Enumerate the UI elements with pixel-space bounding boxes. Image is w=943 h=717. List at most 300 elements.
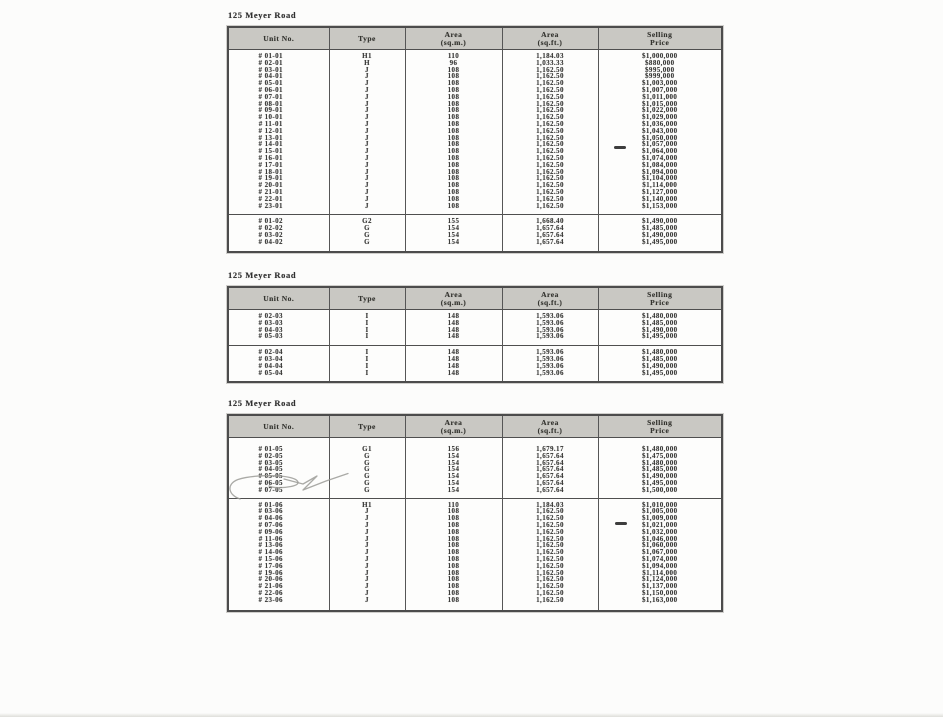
selling-price-cell: $1,005,000 xyxy=(598,508,722,515)
selling-price-cell: $1,485,000 xyxy=(598,320,722,327)
area-sqft-cell: 1,657.64 xyxy=(502,453,598,460)
unit-no-cell: # 04-04 xyxy=(258,361,283,370)
area-sqft-cell: 1,162.50 xyxy=(502,570,598,577)
unit-no-cell: # 08-01 xyxy=(258,99,283,108)
area-sqft-cell: 1,184.03 xyxy=(502,498,598,508)
type-cell: G1 xyxy=(329,438,405,453)
unit-rows-block xyxy=(228,346,722,383)
type-cell: G xyxy=(329,232,405,239)
type-cell: I xyxy=(329,363,405,370)
selling-price-cell: $1,480,000 xyxy=(598,310,722,320)
selling-price-cell: $1,480,000 xyxy=(598,438,722,453)
selling-price-cell: $1,104,000 xyxy=(598,175,722,182)
unit-no-cell: # 14-01 xyxy=(258,140,283,149)
selling-price-cell: $1,495,000 xyxy=(598,333,722,345)
area-sqm-cell: 108 xyxy=(405,80,502,87)
area-sqft-cell: 1,679.17 xyxy=(502,438,598,453)
area-sqft-cell: 1,162.50 xyxy=(502,556,598,563)
area-sqft-cell: 1,162.50 xyxy=(502,162,598,169)
area-sqm-cell: 108 xyxy=(405,121,502,128)
unit-no-cell: # 15-06 xyxy=(258,554,283,563)
unit-no-cell: # 02-02 xyxy=(258,224,283,233)
area-sqft-cell: 1,162.50 xyxy=(502,536,598,543)
area-sqft-cell: 1,162.50 xyxy=(502,583,598,590)
type-cell: I xyxy=(329,327,405,334)
area-sqft-cell: 1,162.50 xyxy=(502,101,598,108)
price-table-floors-03-04 xyxy=(227,286,723,383)
type-cell: J xyxy=(329,73,405,80)
selling-price-cell: $1,036,000 xyxy=(598,121,722,128)
type-cell: J xyxy=(329,141,405,148)
unit-rows-block xyxy=(228,215,722,252)
area-sqm-cell: 108 xyxy=(405,542,502,549)
column-header-area-sqft: Area (sq.ft.) xyxy=(502,415,598,438)
unit-no-cell: # 04-03 xyxy=(258,325,283,334)
type-cell: J xyxy=(329,549,405,556)
area-sqm-cell: 154 xyxy=(405,480,502,487)
type-cell: J xyxy=(329,169,405,176)
type-cell: H1 xyxy=(329,498,405,508)
selling-price-cell: $1,490,000 xyxy=(598,232,722,239)
selling-price-cell: $1,050,000 xyxy=(598,135,722,142)
type-cell: G xyxy=(329,225,405,232)
type-cell: J xyxy=(329,542,405,549)
area-sqft-cell: 1,593.06 xyxy=(502,333,598,345)
unit-no-cell: # 04-02 xyxy=(258,237,283,246)
column-header-type: Type xyxy=(329,415,405,438)
price-table-floors-05-06 xyxy=(227,414,723,612)
area-sqft-cell: 1,162.50 xyxy=(502,597,598,611)
unit-no-cell: # 12-01 xyxy=(258,126,283,135)
area-sqft-cell: 1,162.50 xyxy=(502,121,598,128)
area-sqft-cell: 1,162.50 xyxy=(502,542,598,549)
area-sqm-cell: 108 xyxy=(405,522,502,529)
area-sqft-cell: 1,162.50 xyxy=(502,107,598,114)
unit-no-cell: # 17-01 xyxy=(258,160,283,169)
area-sqm-cell: 108 xyxy=(405,508,502,515)
type-cell: J xyxy=(329,94,405,101)
area-sqft-cell: 1,162.50 xyxy=(502,141,598,148)
unit-no-cell: # 01-01 xyxy=(258,52,283,60)
area-sqft-cell: 1,162.50 xyxy=(502,508,598,515)
selling-price-cell: $1,137,000 xyxy=(598,583,722,590)
type-cell: J xyxy=(329,155,405,162)
selling-price-cell: $1,114,000 xyxy=(598,570,722,577)
column-header-unit-no: Unit No. xyxy=(228,27,329,50)
unit-no-cell: # 21-01 xyxy=(258,187,283,196)
type-cell: J xyxy=(329,563,405,570)
area-sqm-cell: 108 xyxy=(405,182,502,189)
area-sqm-cell: 108 xyxy=(405,175,502,182)
area-sqft-cell: 1,162.50 xyxy=(502,87,598,94)
selling-price-cell: $1,032,000 xyxy=(598,529,722,536)
type-cell: J xyxy=(329,107,405,114)
area-sqm-cell: 108 xyxy=(405,203,502,215)
type-cell: J xyxy=(329,597,405,611)
area-sqft-cell: 1,162.50 xyxy=(502,203,598,215)
unit-no-cell: # 04-06 xyxy=(258,514,283,523)
selling-price-cell: $1,064,000 xyxy=(598,148,722,155)
selling-price-cell: $1,046,000 xyxy=(598,536,722,543)
area-sqm-cell: 148 xyxy=(405,333,502,345)
area-sqm-cell: 96 xyxy=(405,60,502,67)
column-header-selling-price: Selling Price xyxy=(598,287,722,310)
unit-no-cell: # 15-01 xyxy=(258,147,283,156)
table-row xyxy=(228,370,722,383)
unit-no-cell: # 23-06 xyxy=(258,595,283,604)
area-sqm-cell: 148 xyxy=(405,327,502,334)
area-sqft-cell: 1,657.64 xyxy=(502,473,598,480)
selling-price-cell: $1,495,000 xyxy=(598,370,722,383)
area-sqft-cell: 1,162.50 xyxy=(502,73,598,80)
area-sqm-cell: 108 xyxy=(405,189,502,196)
area-sqft-cell: 1,162.50 xyxy=(502,563,598,570)
area-sqft-cell: 1,593.06 xyxy=(502,370,598,383)
area-sqm-cell: 108 xyxy=(405,94,502,101)
unit-no-cell: # 11-06 xyxy=(258,534,283,543)
area-sqft-cell: 1,162.50 xyxy=(502,128,598,135)
selling-price-cell: $1,500,000 xyxy=(598,487,722,498)
area-sqft-cell: 1,657.64 xyxy=(502,460,598,467)
selling-price-cell: $1,140,000 xyxy=(598,196,722,203)
selling-price-cell: $1,490,000 xyxy=(598,215,722,225)
unit-no-cell: # 20-06 xyxy=(258,575,283,584)
unit-no-cell: # 03-02 xyxy=(258,230,283,239)
area-sqm-cell: 110 xyxy=(405,50,502,60)
column-header-unit-no: Unit No. xyxy=(228,287,329,310)
column-header-unit-no: Unit No. xyxy=(228,415,329,438)
unit-no-cell: # 13-06 xyxy=(258,541,283,550)
type-cell: J xyxy=(329,182,405,189)
unit-rows-block xyxy=(228,50,722,215)
selling-price-cell: $1,485,000 xyxy=(598,356,722,363)
unit-no-cell: # 02-03 xyxy=(258,312,283,320)
table-row xyxy=(228,239,722,252)
unit-no-cell: # 02-05 xyxy=(258,451,283,460)
selling-price-cell: $1,150,000 xyxy=(598,590,722,597)
area-sqm-cell: 108 xyxy=(405,162,502,169)
selling-price-cell: $1,485,000 xyxy=(598,225,722,232)
unit-no-cell: # 09-01 xyxy=(258,106,283,115)
type-cell: J xyxy=(329,121,405,128)
area-sqm-cell: 155 xyxy=(405,215,502,225)
area-sqft-cell: 1,593.06 xyxy=(502,310,598,320)
table-row xyxy=(228,203,722,215)
unit-no-cell: # 04-05 xyxy=(258,465,283,474)
area-sqft-cell: 1,162.50 xyxy=(502,515,598,522)
unit-rows-block xyxy=(228,498,722,610)
area-sqm-cell: 108 xyxy=(405,169,502,176)
area-sqm-cell: 108 xyxy=(405,563,502,570)
area-sqm-cell: 108 xyxy=(405,135,502,142)
type-cell: I xyxy=(329,370,405,383)
selling-price-cell: $1,153,000 xyxy=(598,203,722,215)
column-header-selling-price: Selling Price xyxy=(598,415,722,438)
type-cell: G xyxy=(329,239,405,252)
type-cell: G2 xyxy=(329,215,405,225)
selling-price-cell: $1,074,000 xyxy=(598,556,722,563)
unit-no-cell: # 09-06 xyxy=(258,527,283,536)
area-sqm-cell: 108 xyxy=(405,597,502,611)
area-sqm-cell: 148 xyxy=(405,346,502,356)
type-cell: J xyxy=(329,515,405,522)
area-sqm-cell: 108 xyxy=(405,590,502,597)
type-cell: G xyxy=(329,460,405,467)
unit-no-cell: # 22-01 xyxy=(258,194,283,203)
unit-no-cell: # 03-05 xyxy=(258,458,283,467)
type-cell: I xyxy=(329,356,405,363)
area-sqm-cell: 108 xyxy=(405,536,502,543)
area-sqft-cell: 1,593.06 xyxy=(502,363,598,370)
type-cell: J xyxy=(329,189,405,196)
selling-price-cell: $1,074,000 xyxy=(598,155,722,162)
area-sqm-cell: 154 xyxy=(405,460,502,467)
area-sqft-cell: 1,162.50 xyxy=(502,529,598,536)
area-sqm-cell: 108 xyxy=(405,73,502,80)
area-sqm-cell: 108 xyxy=(405,67,502,74)
selling-price-cell: $1,124,000 xyxy=(598,576,722,583)
area-sqft-cell: 1,657.64 xyxy=(502,487,598,498)
type-cell: J xyxy=(329,101,405,108)
header-row xyxy=(228,287,722,310)
unit-no-cell: # 03-04 xyxy=(258,354,283,363)
selling-price-cell: $1,060,000 xyxy=(598,542,722,549)
area-sqm-cell: 108 xyxy=(405,148,502,155)
area-sqm-cell: 108 xyxy=(405,155,502,162)
table-title: 125 Meyer Road xyxy=(228,10,297,20)
type-cell: J xyxy=(329,196,405,203)
type-cell: H1 xyxy=(329,50,405,60)
area-sqft-cell: 1,162.50 xyxy=(502,175,598,182)
area-sqft-cell: 1,162.50 xyxy=(502,148,598,155)
unit-no-cell: # 02-04 xyxy=(258,348,283,357)
selling-price-cell: $1,114,000 xyxy=(598,182,722,189)
type-cell: J xyxy=(329,570,405,577)
selling-price-cell: $1,011,000 xyxy=(598,94,722,101)
area-sqft-cell: 1,162.50 xyxy=(502,169,598,176)
selling-price-cell: $1,021,000 xyxy=(598,522,722,529)
unit-no-cell: # 16-01 xyxy=(258,153,283,162)
unit-no-cell: # 19-01 xyxy=(258,174,283,183)
unit-no-cell: # 03-06 xyxy=(258,507,283,516)
area-sqm-cell: 148 xyxy=(405,370,502,383)
selling-price-cell: $1,094,000 xyxy=(598,169,722,176)
unit-no-cell: # 03-03 xyxy=(258,318,283,327)
column-header-type: Type xyxy=(329,287,405,310)
type-cell: J xyxy=(329,175,405,182)
price-table-floors-01-02 xyxy=(227,26,723,253)
type-cell: J xyxy=(329,148,405,155)
type-cell: G xyxy=(329,453,405,460)
area-sqm-cell: 108 xyxy=(405,107,502,114)
type-cell: J xyxy=(329,162,405,169)
unit-no-cell: # 20-01 xyxy=(258,181,283,190)
table-row xyxy=(228,333,722,345)
area-sqft-cell: 1,162.50 xyxy=(502,522,598,529)
type-cell: J xyxy=(329,87,405,94)
price-table-section-1 xyxy=(227,9,721,253)
selling-price-cell: $1,000,000 xyxy=(598,50,722,60)
table-row xyxy=(228,597,722,611)
selling-price-cell: $880,000 xyxy=(598,60,722,67)
area-sqm-cell: 108 xyxy=(405,576,502,583)
selling-price-cell: $1,480,000 xyxy=(598,460,722,467)
type-cell: J xyxy=(329,67,405,74)
area-sqft-cell: 1,657.64 xyxy=(502,225,598,232)
area-sqm-cell: 108 xyxy=(405,114,502,121)
area-sqm-cell: 108 xyxy=(405,101,502,108)
selling-price-cell: $999,000 xyxy=(598,73,722,80)
area-sqft-cell: 1,657.64 xyxy=(502,239,598,252)
table-title: 125 Meyer Road xyxy=(228,270,297,280)
area-sqm-cell: 108 xyxy=(405,87,502,94)
selling-price-cell: $1,009,000 xyxy=(598,515,722,522)
column-header-selling-price: Selling Price xyxy=(598,27,722,50)
selling-price-cell: $1,485,000 xyxy=(598,466,722,473)
unit-no-cell: # 18-01 xyxy=(258,167,283,176)
type-cell: J xyxy=(329,590,405,597)
area-sqm-cell: 108 xyxy=(405,556,502,563)
type-cell: I xyxy=(329,333,405,345)
type-cell: J xyxy=(329,80,405,87)
type-cell: J xyxy=(329,522,405,529)
area-sqm-cell: 148 xyxy=(405,363,502,370)
handwritten-dash-mark xyxy=(615,522,627,525)
unit-no-cell: # 04-01 xyxy=(258,72,283,81)
selling-price-cell: $1,015,000 xyxy=(598,101,722,108)
area-sqft-cell: 1,162.50 xyxy=(502,182,598,189)
header-row xyxy=(228,415,722,438)
type-cell: J xyxy=(329,508,405,515)
area-sqft-cell: 1,162.50 xyxy=(502,94,598,101)
area-sqft-cell: 1,657.64 xyxy=(502,466,598,473)
type-cell: J xyxy=(329,529,405,536)
area-sqft-cell: 1,593.06 xyxy=(502,320,598,327)
selling-price-cell: $1,084,000 xyxy=(598,162,722,169)
area-sqm-cell: 154 xyxy=(405,225,502,232)
selling-price-cell: $1,043,000 xyxy=(598,128,722,135)
selling-price-cell: $1,490,000 xyxy=(598,327,722,334)
area-sqft-cell: 1,162.50 xyxy=(502,196,598,203)
selling-price-cell: $1,127,000 xyxy=(598,189,722,196)
type-cell: H xyxy=(329,60,405,67)
unit-no-cell: # 05-01 xyxy=(258,79,283,88)
area-sqft-cell: 1,162.50 xyxy=(502,114,598,121)
selling-price-cell: $1,022,000 xyxy=(598,107,722,114)
area-sqm-cell: 108 xyxy=(405,583,502,590)
type-cell: G xyxy=(329,487,405,498)
selling-price-cell: $1,057,000 xyxy=(598,141,722,148)
selling-price-cell: $1,010,000 xyxy=(598,498,722,508)
area-sqft-cell: 1,162.50 xyxy=(502,135,598,142)
type-cell: J xyxy=(329,576,405,583)
type-cell: G xyxy=(329,466,405,473)
area-sqft-cell: 1,162.50 xyxy=(502,590,598,597)
area-sqft-cell: 1,162.50 xyxy=(502,67,598,74)
table-row xyxy=(228,438,722,453)
selling-price-cell: $1,480,000 xyxy=(598,346,722,356)
scan-bottom-shadow xyxy=(0,713,943,717)
column-header-area-sqm: Area (sq.m.) xyxy=(405,415,502,438)
selling-price-cell: $1,475,000 xyxy=(598,453,722,460)
area-sqm-cell: 108 xyxy=(405,128,502,135)
area-sqm-cell: 108 xyxy=(405,515,502,522)
area-sqft-cell: 1,593.06 xyxy=(502,327,598,334)
area-sqft-cell: 1,184.03 xyxy=(502,50,598,60)
unit-no-cell: # 05-05 xyxy=(258,472,283,481)
unit-no-cell: # 10-01 xyxy=(258,113,283,122)
selling-price-cell: $1,067,000 xyxy=(598,549,722,556)
unit-no-cell: # 07-05 xyxy=(258,485,283,494)
handwritten-circle-annotation xyxy=(226,471,352,505)
unit-no-cell: # 13-01 xyxy=(258,133,283,142)
selling-price-cell: $1,495,000 xyxy=(598,239,722,252)
area-sqm-cell: 148 xyxy=(405,320,502,327)
selling-price-cell: $1,490,000 xyxy=(598,473,722,480)
type-cell: J xyxy=(329,583,405,590)
column-header-area-sqm: Area (sq.m.) xyxy=(405,287,502,310)
type-cell: J xyxy=(329,203,405,215)
type-cell: I xyxy=(329,320,405,327)
unit-no-cell: # 03-01 xyxy=(258,65,283,74)
price-table-section-2 xyxy=(227,269,721,383)
area-sqm-cell: 110 xyxy=(405,498,502,508)
area-sqft-cell: 1,657.64 xyxy=(502,480,598,487)
column-header-type: Type xyxy=(329,27,405,50)
unit-no-cell: # 01-02 xyxy=(258,217,283,226)
type-cell: J xyxy=(329,536,405,543)
type-cell: J xyxy=(329,556,405,563)
selling-price-cell: $1,003,000 xyxy=(598,80,722,87)
unit-no-cell: # 05-03 xyxy=(258,332,283,341)
area-sqm-cell: 148 xyxy=(405,356,502,363)
unit-no-cell: # 19-06 xyxy=(258,568,283,577)
area-sqm-cell: 154 xyxy=(405,239,502,252)
unit-no-cell: # 17-06 xyxy=(258,561,283,570)
type-cell: I xyxy=(329,346,405,356)
area-sqft-cell: 1,162.50 xyxy=(502,576,598,583)
unit-no-cell: # 14-06 xyxy=(258,548,283,557)
unit-no-cell: # 01-06 xyxy=(258,500,283,509)
selling-price-cell: $995,000 xyxy=(598,67,722,74)
unit-no-cell: # 07-06 xyxy=(258,520,283,529)
unit-no-cell: # 06-01 xyxy=(258,85,283,94)
area-sqm-cell: 108 xyxy=(405,196,502,203)
area-sqft-cell: 1,162.50 xyxy=(502,80,598,87)
area-sqm-cell: 148 xyxy=(405,310,502,320)
column-header-area-sqft: Area (sq.ft.) xyxy=(502,27,598,50)
unit-no-cell: # 02-01 xyxy=(258,58,283,67)
column-header-area-sqm: Area (sq.m.) xyxy=(405,27,502,50)
area-sqm-cell: 154 xyxy=(405,473,502,480)
area-sqm-cell: 154 xyxy=(405,487,502,498)
area-sqm-cell: 154 xyxy=(405,466,502,473)
selling-price-cell: $1,094,000 xyxy=(598,563,722,570)
area-sqm-cell: 108 xyxy=(405,570,502,577)
area-sqm-cell: 108 xyxy=(405,529,502,536)
table-title: 125 Meyer Road xyxy=(228,398,297,408)
selling-price-cell: $1,029,000 xyxy=(598,114,722,121)
unit-no-cell: # 07-01 xyxy=(258,92,283,101)
selling-price-cell: $1,007,000 xyxy=(598,87,722,94)
selling-price-cell: $1,490,000 xyxy=(598,363,722,370)
type-cell: G xyxy=(329,473,405,480)
area-sqft-cell: 1,162.50 xyxy=(502,189,598,196)
area-sqm-cell: 154 xyxy=(405,453,502,460)
unit-no-cell: # 23-01 xyxy=(258,201,283,210)
selling-price-cell: $1,495,000 xyxy=(598,480,722,487)
column-header-area-sqft: Area (sq.ft.) xyxy=(502,287,598,310)
